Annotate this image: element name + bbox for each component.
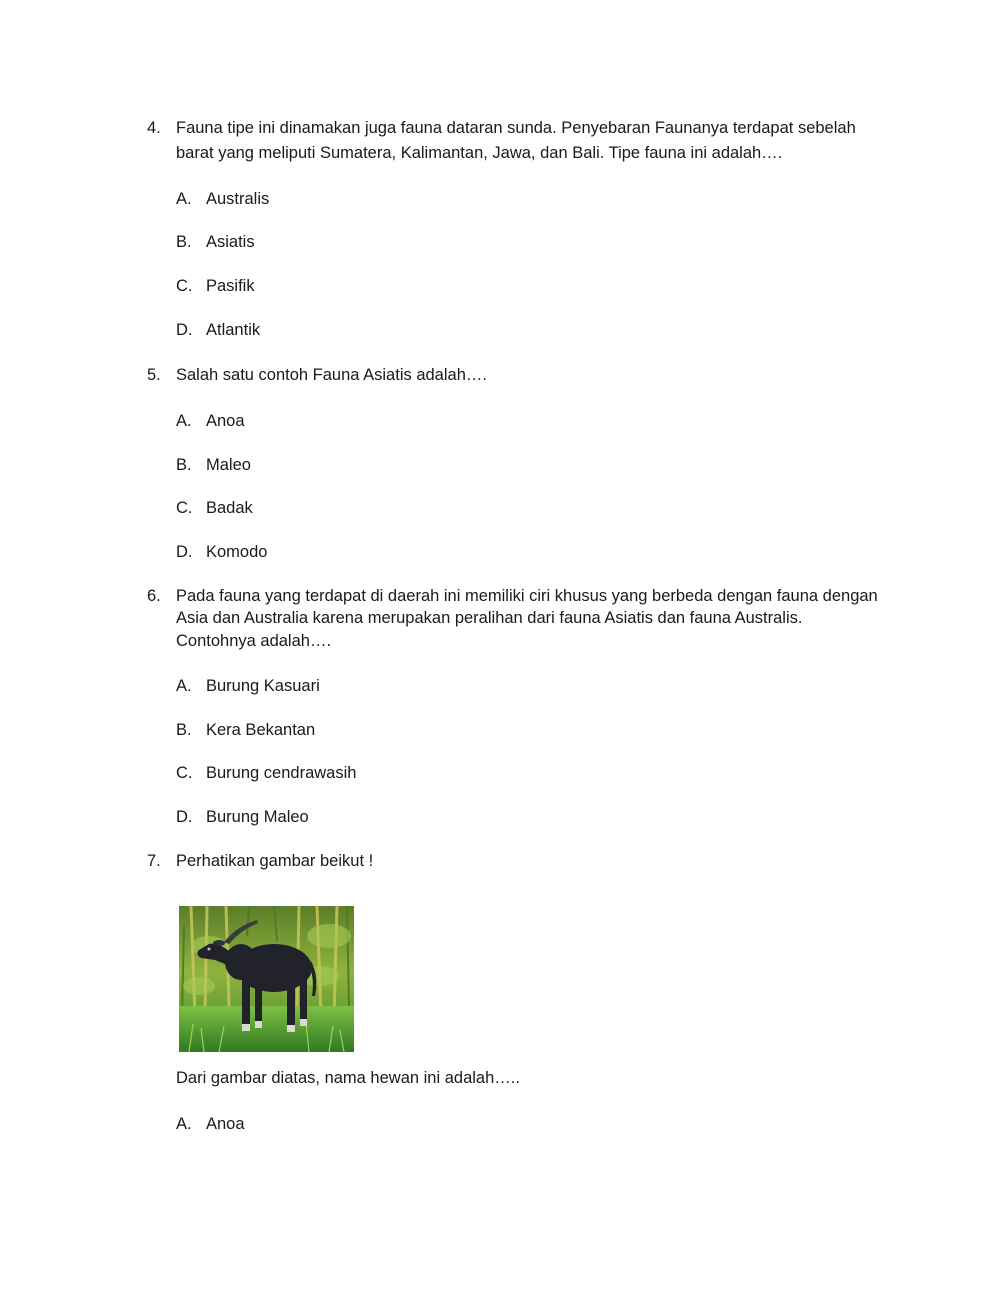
option-letter: C. (176, 277, 193, 295)
question-text-line: Salah satu contoh Fauna Asiatis adalah…. (176, 366, 487, 384)
question-number: 5. (147, 366, 161, 384)
option-letter: C. (176, 499, 193, 517)
question-followup-text: Dari gambar diatas, nama hewan ini adalah….. (176, 1069, 520, 1087)
option-text: Burung Maleo (206, 808, 309, 826)
question-text-line: Contohnya adalah…. (176, 632, 332, 650)
option-letter: C. (176, 764, 193, 782)
question-text-line: Pada fauna yang terdapat di daerah ini memiliki ciri khusus yang berbeda dengan fauna dengan (176, 587, 878, 605)
option-letter: A. (176, 412, 192, 430)
option-letter: A. (176, 1115, 192, 1133)
question-text-line: Asia dan Australia karena merupakan peralihan dari fauna Asiatis dan fauna Australis. (176, 609, 803, 627)
option-text: Asiatis (206, 233, 255, 251)
option-text: Anoa (206, 1115, 245, 1133)
option-letter: B. (176, 456, 192, 474)
question-number: 7. (147, 852, 161, 870)
option-text: Burung cendrawasih (206, 764, 357, 782)
option-letter: B. (176, 233, 192, 251)
option-text: Pasifik (206, 277, 255, 295)
question-text-line: Perhatikan gambar beikut ! (176, 852, 374, 870)
option-letter: B. (176, 721, 192, 739)
option-letter: D. (176, 808, 193, 826)
question-text-line: barat yang meliputi Sumatera, Kalimantan, Jawa, dan Bali. Tipe fauna ini adalah…. (176, 144, 783, 162)
question-number: 6. (147, 587, 161, 605)
option-text: Maleo (206, 456, 251, 474)
option-text: Anoa (206, 412, 245, 430)
option-letter: A. (176, 190, 192, 208)
option-letter: D. (176, 543, 193, 561)
option-text: Komodo (206, 543, 268, 561)
option-letter: A. (176, 677, 192, 695)
option-text: Atlantik (206, 321, 261, 339)
option-letter: D. (176, 321, 193, 339)
option-text: Badak (206, 499, 253, 517)
question-text-line: Fauna tipe ini dinamakan juga fauna dataran sunda. Penyebaran Faunanya terdapat sebelah (176, 119, 856, 137)
option-text: Burung Kasuari (206, 677, 320, 695)
option-text: Australis (206, 190, 270, 208)
option-text: Kera Bekantan (206, 721, 316, 739)
question-number: 4. (147, 119, 161, 137)
anoa-photo (179, 906, 354, 1052)
